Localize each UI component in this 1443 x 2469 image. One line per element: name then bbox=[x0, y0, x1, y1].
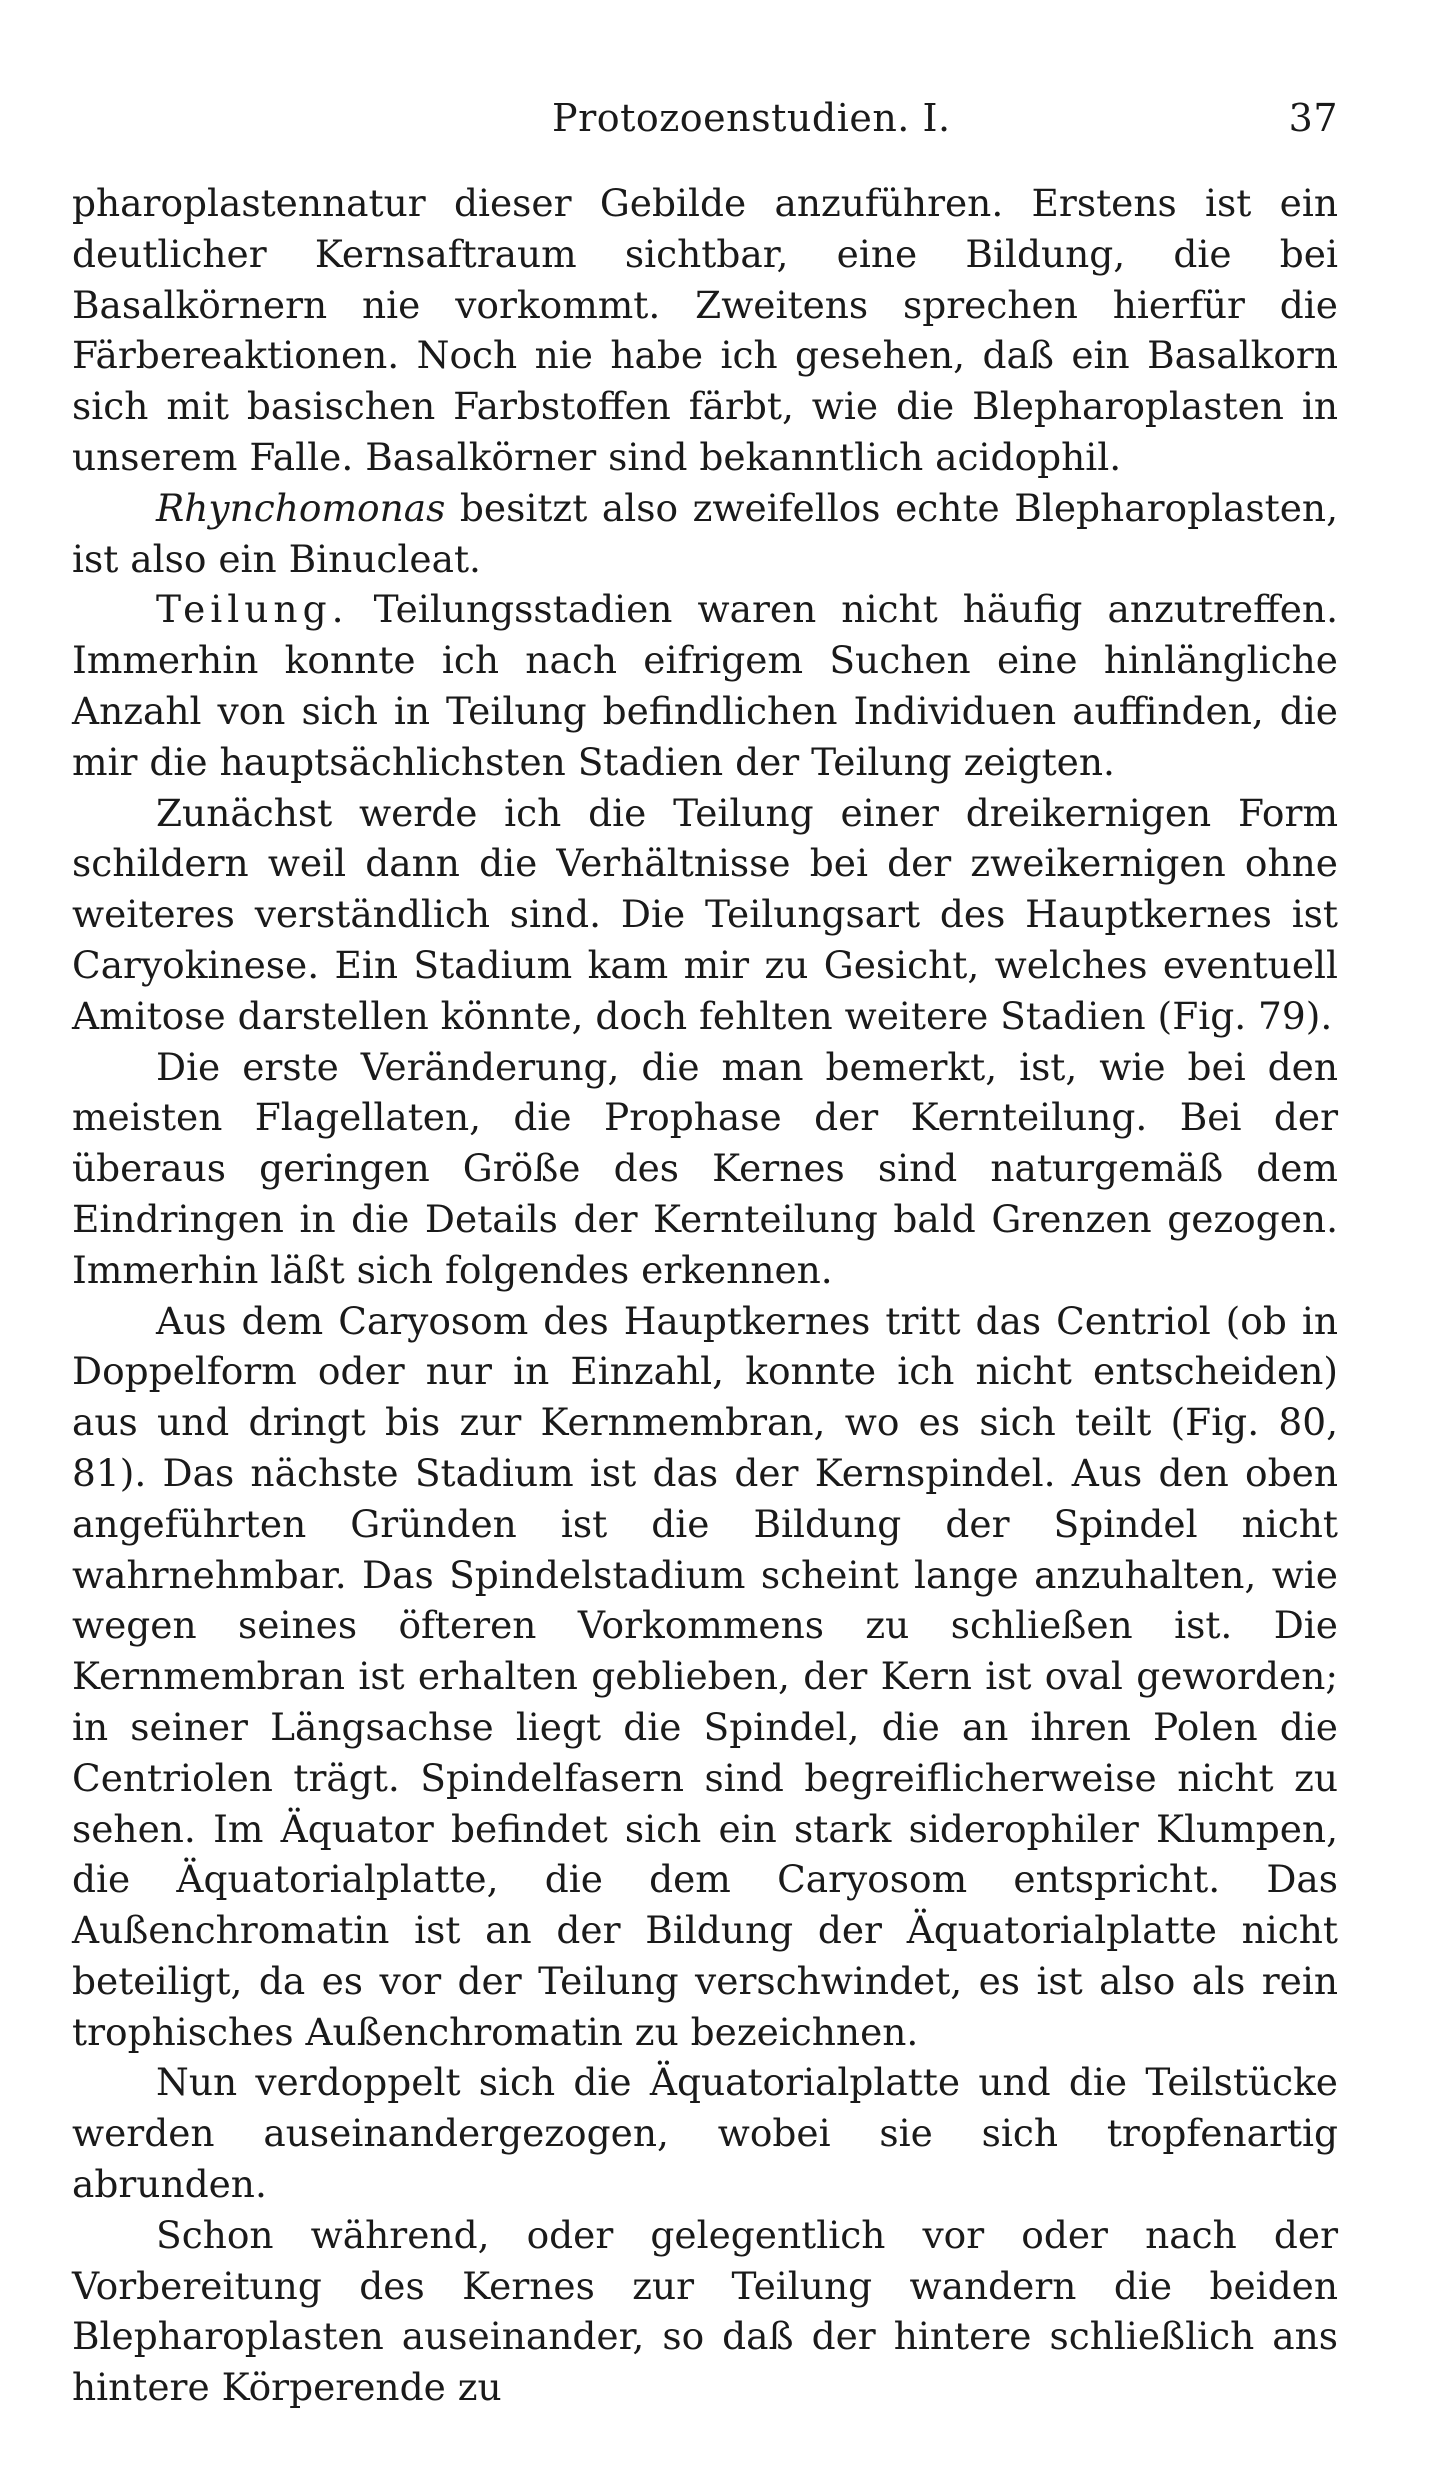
paragraph-7: Nun verdoppelt sich die Äquatorialplatte und die Teilstücke werden auseinandergezogen, wobei sie sich tropfenartig abrunden. bbox=[72, 2060, 1338, 2207]
paragraph-4: Zunächst werde ich die Teilung einer dreikernigen Form schildern weil dann die Verhältnisse bei der zweikernigen ohne weiteres verständlich sind. Die Teilungsart des Hauptkernes ist Caryokinese. Ein Stadium kam mir zu Gesicht, welches eventuell Amitose darstellen könnte, doch fehlten weitere Stadien (Fig. 79). bbox=[72, 790, 1338, 1038]
paragraph-2-text: besitzt also zweifellos echte Blepharoplasten, ist also ein Binucleat. bbox=[72, 485, 1338, 581]
paragraph-6: Aus dem Caryosom des Hauptkernes tritt das Centriol (ob in Doppelform oder nur in Einzahl, konnte ich nicht entscheiden) aus und dringt bis zur Kernmembran, wo es sich teilt (Fig. 80, 81). Das nächste Stadium ist das der Kernspindel. Aus den oben angeführten Gründen ist die Bildung der Spindel nicht wahrnehmbar. Das Spindelstadium scheint lange anzuhalten, wie wegen seines öfteren Vorkommens zu schließen ist. Die Kernmembran ist erhalten geblieben, der Kern ist oval geworden; in seiner Längsachse liegt die Spindel, die an ihren Polen die Centriolen trägt. Spindelfasern sind begreiflicherweise nicht zu sehen. Im Äquator befindet sich ein stark siderophiler Klumpen, die Äquatorialplatte, die dem Caryosom entspricht. Das Außenchromatin ist an der Bildung der Äquatorialplatte nicht beteiligt, da es vor der Teilung verschwindet, es ist also als rein trophisches Außenchromatin zu bezeichnen. bbox=[72, 1298, 1338, 2054]
paragraph-3 bbox=[72, 584, 1338, 787]
body-text bbox=[72, 178, 1338, 2413]
running-header bbox=[72, 96, 1338, 152]
paragraph-1: pharoplastennatur dieser Gebilde anzuführen. Erstens ist ein deutlicher Kernsaftraum sichtbar, eine Bildung, die bei Basalkörnern nie vorkommt. Zweitens sprechen hierfür die Färbereaktionen. Noch nie habe ich gesehen, daß ein Basalkorn sich mit basischen Farbstoffen färbt, wie die Blepharoplasten in unserem Falle. Basalkörner sind bekanntlich acidophil. bbox=[72, 181, 1338, 479]
page-number: 37 bbox=[1288, 96, 1338, 140]
running-title: Protozoenstudien. I. bbox=[552, 96, 951, 140]
paragraph-5: Die erste Veränderung, die man bemerkt, ist, wie bei den meisten Flagellaten, die Prophase der Kernteilung. Bei der überaus geringen Größe des Kernes sind naturgemäß dem Eindringen in die Details der Kernteilung bald Grenzen gezogen. Immerhin läßt sich folgendes erkennen. bbox=[72, 1044, 1338, 1292]
section-heading-teilung: Teilung. bbox=[156, 587, 349, 632]
book-page bbox=[72, 96, 1338, 2413]
paragraph-3-text: Teilungsstadien waren nicht häufig anzutreffen. Immerhin konnte ich nach eifrigem Suchen eine hinlängliche Anzahl von sich in Teilung befindlichen Individuen auffinden, die mir die hauptsächlichsten Stadien der Teilung zeigten. bbox=[72, 587, 1338, 784]
genus-name: Rhynchomonas bbox=[156, 485, 446, 530]
paragraph-2 bbox=[72, 483, 1338, 585]
paragraph-8: Schon während, oder gelegentlich vor oder nach der Vorbereitung des Kernes zur Teilung wandern die beiden Blepharoplasten auseinander, so daß der hintere schließlich ans hintere Körperende zu bbox=[72, 2212, 1338, 2410]
